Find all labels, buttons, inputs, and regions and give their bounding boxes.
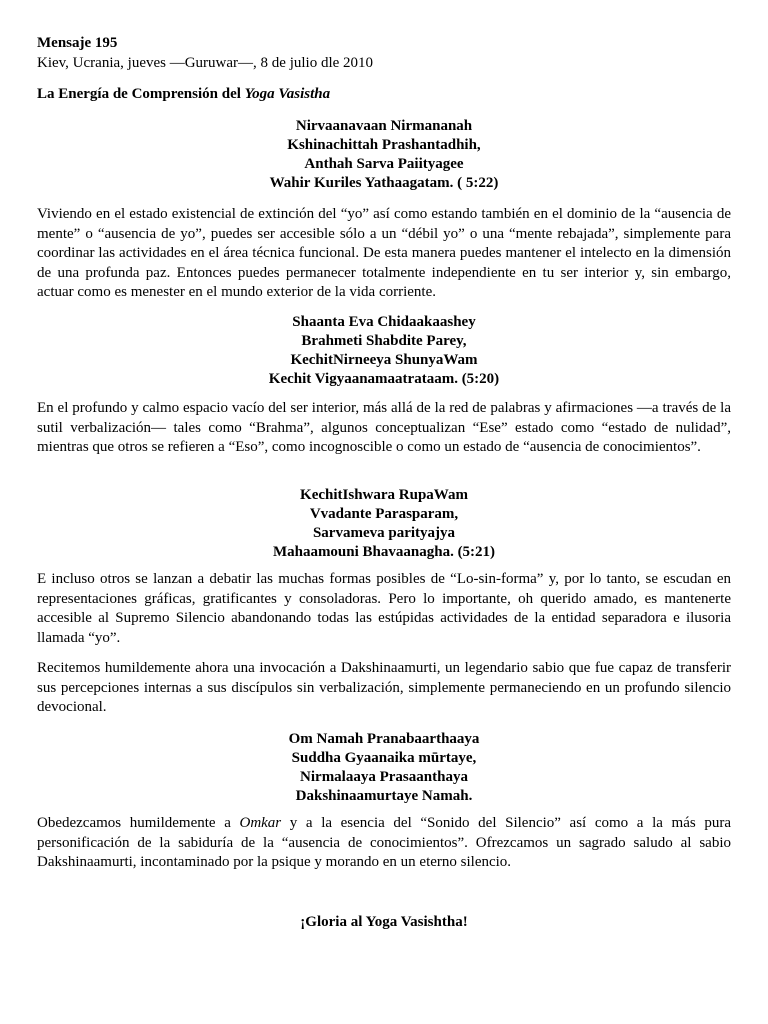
omkar-italic: Omkar bbox=[239, 815, 282, 831]
verse-block-3 bbox=[0, 486, 768, 562]
document-header bbox=[37, 33, 373, 73]
verse-line: Sarvameva parityajya bbox=[312, 525, 456, 541]
closing-line: ¡Gloria al Yoga Vasishtha! bbox=[300, 914, 468, 930]
location-date-line: Kiev, Ucrania, jueves —Guruwar—, 8 de julio dle 2010 bbox=[37, 55, 374, 71]
paragraph-4: Recitemos humildemente ahora una invocación a Dakshinaamurti, un legendario sabio que fue capaz de transferir sus percepciones internas a sus discípulos sin verbalización, simplemente permaneciendo en un profundo silencio devocional. bbox=[37, 660, 731, 716]
verse-line: Kechit Vigyaanamaatrataam. (5:20) bbox=[268, 371, 500, 387]
verse-line: Brahmeti Shabdite Parey, bbox=[301, 333, 467, 349]
verse-line: Kshinachittah Prashantadhih, bbox=[287, 137, 481, 153]
paragraph-3: E incluso otros se lanzan a debatir las muchas formas posibles de “Lo-sin-forma” y, por lo tanto, se escudan en representaciones gráficas, gratificantes y consoladoras. Pero lo importante, oh querido amado, es mantenerte accesible al Supremo Silencio abandonando todas las estúpidas actividades de la entidad separadora e ilusoria llamada “yo”. bbox=[37, 571, 731, 646]
verse-line: Wahir Kuriles Yathaagatam. ( 5:22) bbox=[269, 175, 499, 191]
verse-line: Suddha Gyaanaika mūrtaye, bbox=[291, 750, 477, 766]
title-italic: Yoga Vasistha bbox=[244, 86, 331, 102]
verse-line: Shaanta Eva Chidaakaashey bbox=[292, 314, 476, 330]
paragraph-1: Viviendo en el estado existencial de extinción del “yo” así como estando también en el dominio de la “ausencia de mente” o “ausencia de yo”, puedes ser accesible sólo a un “débil yo” o una “mente rebajada”, simplemente para coordinar las actividades en el área técnica funcional. De esta manera puedes mantener el intelecto en la dimensión de una profunda paz. Entonces puedes permanecer totalmente independiente en tu ser interior y, sin embargo, actuar como es menester en el mundo exterior de la vida corriente. bbox=[37, 206, 731, 301]
document-title bbox=[37, 84, 330, 104]
verse-line: Vvadante Parasparam, bbox=[309, 506, 459, 522]
paragraph-5 bbox=[37, 814, 731, 873]
paragraph-5-start: Obedezcamos humildemente a bbox=[37, 815, 240, 831]
verse-block-2 bbox=[0, 313, 768, 389]
verse-line: KechitIshwara RupaWam bbox=[300, 487, 468, 503]
verse-line: Nirvaanavaan Nirmananah bbox=[295, 118, 473, 134]
verse-line: Nirmalaaya Prasaanthaya bbox=[300, 769, 468, 785]
verse-line: Anthah Sarva Paiityagee bbox=[304, 156, 464, 172]
verse-block-4 bbox=[0, 730, 768, 806]
verse-line: Om Namah Pranabaarthaaya bbox=[288, 731, 480, 747]
verse-line: Dakshinaamurtaye Namah. bbox=[295, 788, 473, 804]
paragraph-5-rest: y a la esencia del “Sonido del Silencio” así como a la más pura personificación de la sabiduría de la “ausencia de conocimientos”. Ofrezcamos un sagrado saludo al sabio Dakshinaamurti, incontaminado por la psique y morando en un eterno silencio. bbox=[37, 815, 731, 871]
verse-block-1 bbox=[0, 117, 768, 193]
message-number: Mensaje 195 bbox=[37, 35, 118, 51]
verse-line: KechitNirneeya ShunyaWam bbox=[290, 352, 478, 368]
paragraph-2: En el profundo y calmo espacio vacío del ser interior, más allá de la red de palabras y afirmaciones —a través de la sutil verbalización— tales como “Brahma”, algunos conceptualizan “Ese” estado como “estado de nulidad”, mientras que otros se refieren a “Eso”, como incognoscible o como un estado de “ausencia de conocimientos”. bbox=[37, 400, 731, 456]
verse-line: Mahaamouni Bhavaanagha. (5:21) bbox=[272, 544, 496, 560]
title-text: La Energía de Comprensión del bbox=[37, 86, 245, 102]
